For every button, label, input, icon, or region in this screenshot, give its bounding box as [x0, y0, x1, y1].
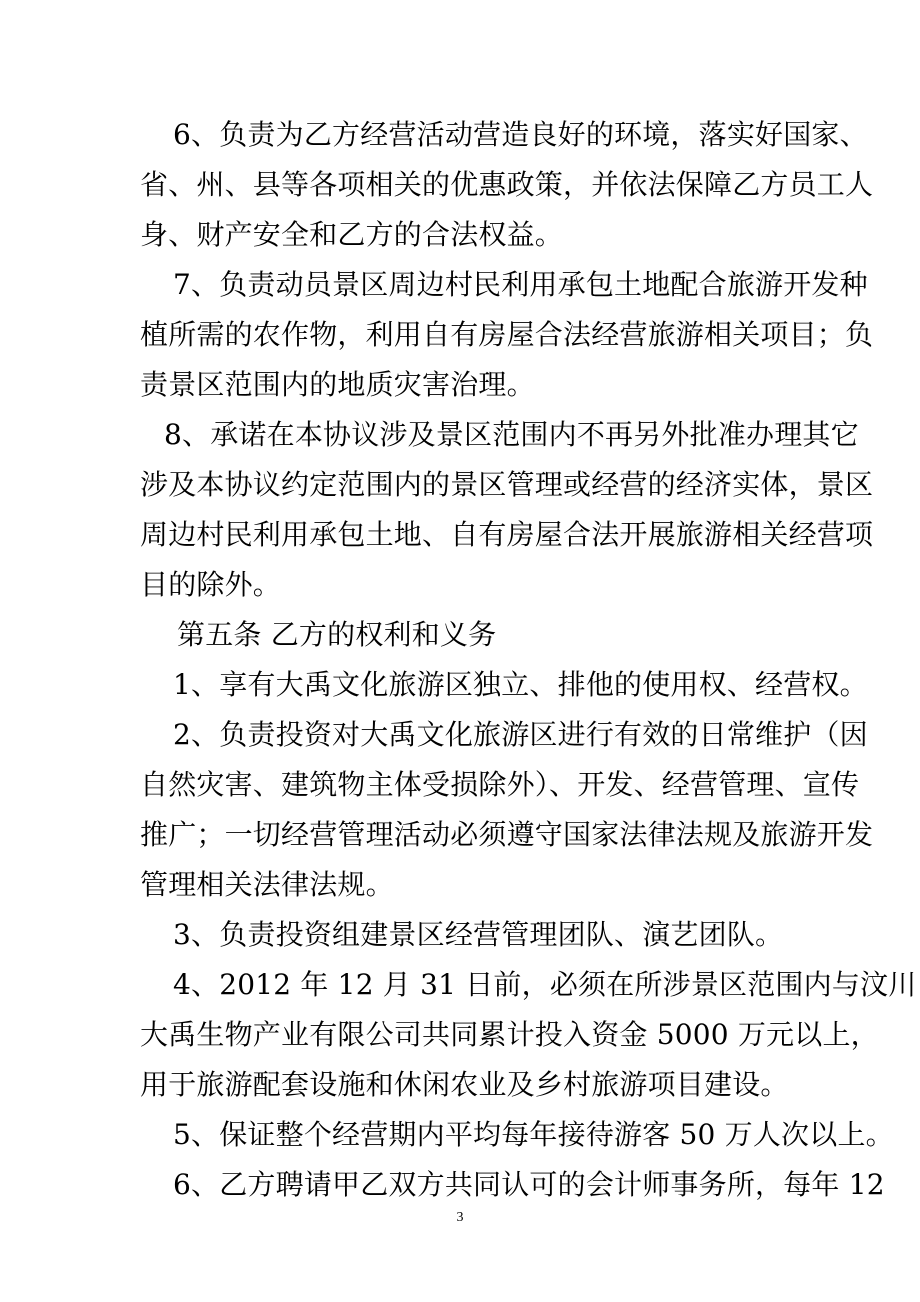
text-line: 省、州、县等各项相关的优惠政策，并依法保障乙方员工人: [140, 168, 874, 201]
text-line: 用于旅游配套设施和休闲农业及乡村旅游项目建设。: [140, 1068, 789, 1101]
text-line: 6、负责为乙方经营活动营造良好的环境，落实好国家、: [173, 118, 868, 151]
text-line: 责景区范围内的地质灾害治理。: [140, 368, 535, 401]
text-line: 3、负责投资组建景区经营管理团队、演艺团队。: [173, 918, 784, 951]
text-line: 4、2012 年 12 月 31 日前，必须在所涉景区范围内与汶川: [173, 968, 917, 1001]
text-line: 涉及本协议约定范围内的景区管理或经营的经济实体，景区: [140, 468, 874, 501]
text-line: 推广；一切经营管理活动必须遵守国家法律法规及旅游开发: [140, 818, 874, 851]
text-line: 7、负责动员景区周边村民利用承包土地配合旅游开发种: [173, 268, 868, 301]
text-line: 目的除外。: [140, 568, 282, 601]
text-line: 2、负责投资对大禹文化旅游区进行有效的日常维护（因: [173, 718, 868, 751]
text-line: 管理相关法律法规。: [140, 868, 394, 901]
text-line: 5、保证整个经营期内平均每年接待游客 50 万人次以上。: [173, 1118, 894, 1151]
text-line: 自然灾害、建筑物主体受损除外）、开发、经营管理、宣传: [140, 768, 860, 801]
text-line: 6、乙方聘请甲乙双方共同认可的会计师事务所，每年 12: [173, 1168, 885, 1201]
text-line: 大禹生物产业有限公司共同累计投入资金 5000 万元以上，: [140, 1018, 879, 1051]
text-line: 8、承诺在本协议涉及景区范围内不再另外批准办理其它: [164, 418, 859, 451]
section-heading: 第五条 乙方的权利和义务: [177, 618, 497, 651]
text-line: 身、财产安全和乙方的合法权益。: [140, 218, 564, 251]
text-line: 1、享有大禹文化旅游区独立、排他的使用权、经营权。: [173, 668, 868, 701]
page-number: 3: [456, 1210, 464, 1225]
text-line: 植所需的农作物，利用自有房屋合法经营旅游相关项目；负: [140, 318, 874, 351]
text-line: 周边村民利用承包土地、自有房屋合法开展旅游相关经营项: [140, 518, 874, 551]
